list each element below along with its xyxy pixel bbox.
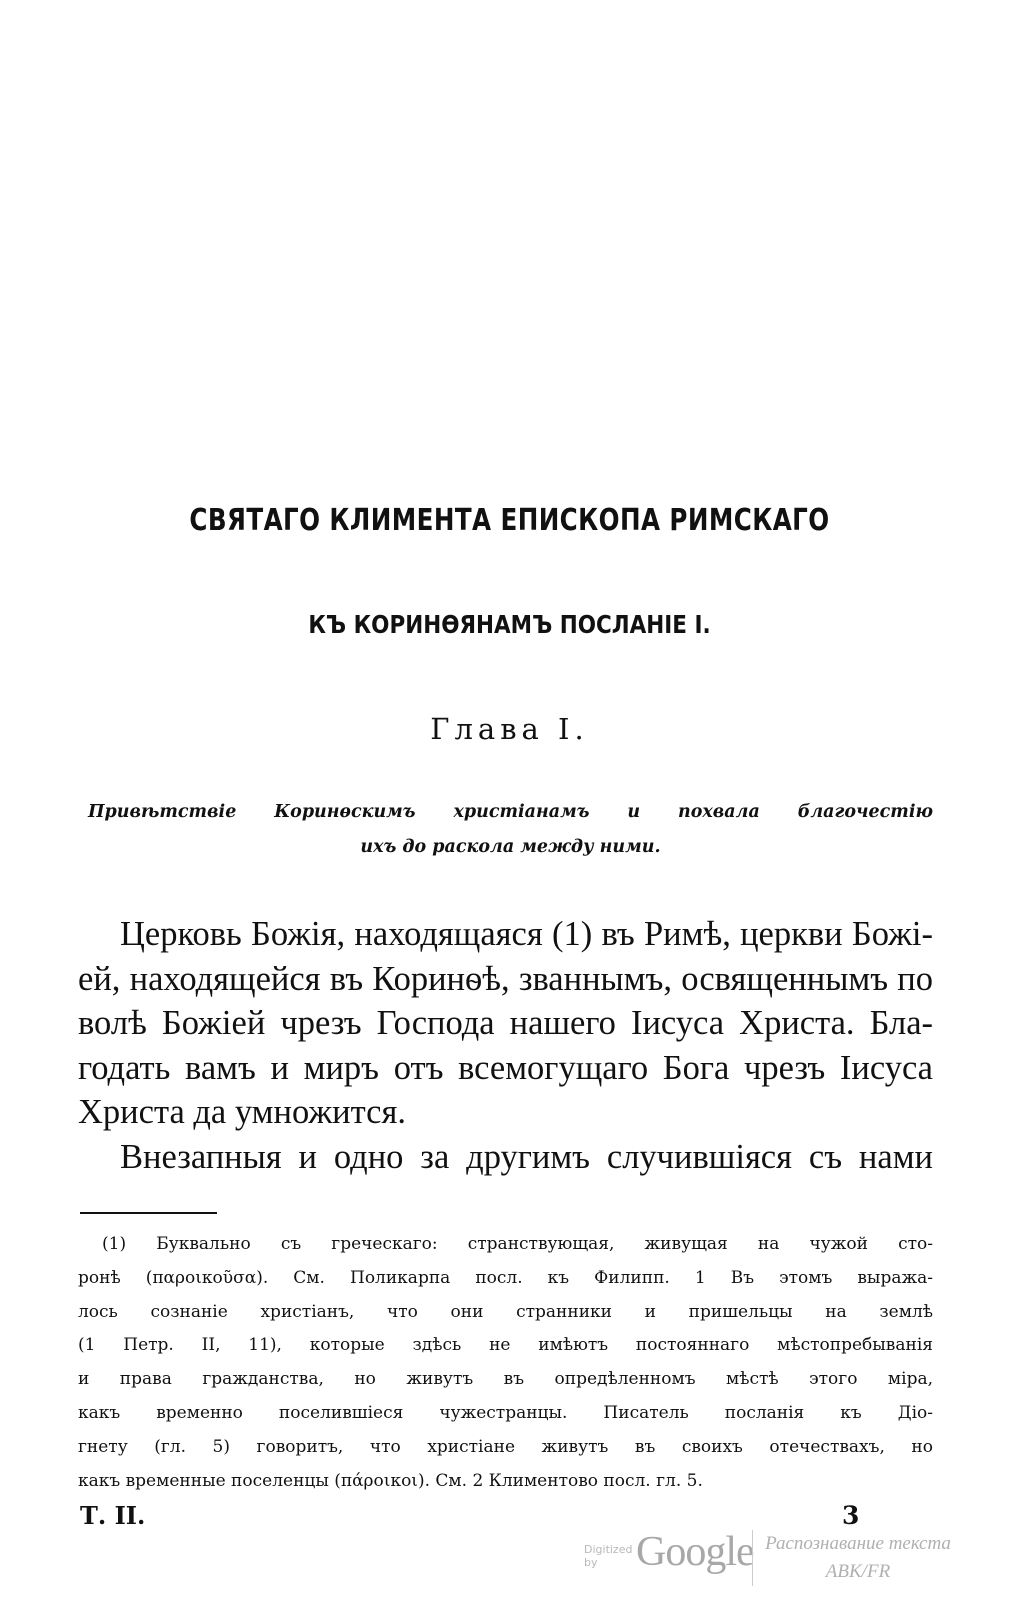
page-number: 3 — [842, 1501, 860, 1530]
chapter-heading: Глава I. — [430, 712, 589, 746]
footnote-line: гнету (гл. 5) говоритъ, что христіане живутъ въ своихъ отечествахъ, но — [78, 1436, 933, 1457]
footnote-line: лось сознаніе христіанъ, что они странники и пришельцы на землѣ — [78, 1301, 933, 1322]
footnote-line: (1 Петр. II, 11), которые здѣсь не имѣютъ постояннаго мѣстопребыванія — [78, 1335, 933, 1356]
body-line: годать вамъ и миръ отъ всемогущаго Бога чрезъ Іисуса — [78, 1048, 933, 1087]
footnote-line: (1) Буквально съ греческаго: странствующая, живущая на чужой сто- — [102, 1234, 933, 1254]
ocr-watermark-line: ABK/FR — [825, 1561, 891, 1582]
body-text — [78, 912, 933, 1179]
document-title: СВЯТАГО КЛИМЕНТА ЕПИСКОПА РИМСКАГО — [189, 503, 830, 538]
chapter-summary — [88, 795, 933, 865]
footnote — [78, 1228, 933, 1498]
body-line: Внезапныя и одно за другимъ случившіяся съ нами — [120, 1137, 933, 1176]
volume-marker: Т. II. — [80, 1501, 146, 1530]
footnote-line: и права гражданства, но живутъ въ опредѣленномъ мѣстѣ этого міра, — [78, 1369, 933, 1390]
chapter-summary-line: Привѣтствіе Коринѳскимъ христіанамъ и похвала благочестію — [88, 802, 933, 822]
footnote-line: какъ временно поселившіеся чужестранцы. Писатель посланія къ Діо- — [78, 1402, 933, 1423]
footnote-line: какъ временные поселенцы (πάροικοι). См. 2 Климентово посл. гл. 5. — [78, 1470, 703, 1491]
footnote-divider — [80, 1212, 217, 1214]
ocr-watermark-line: Распознавание текста — [765, 1533, 951, 1554]
google-watermark: Google — [636, 1529, 754, 1575]
document-subtitle: КЪ КОРИНѲЯНАМЪ ПОСЛАНІЕ I. — [308, 610, 711, 639]
body-line: ей, находящейся въ Коринѳѣ, званнымъ, освященнымъ по — [78, 959, 933, 998]
chapter-summary-line: ихъ до раскола между ними. — [360, 837, 661, 857]
ocr-watermark — [752, 1530, 963, 1586]
body-line: Христа да умножится. — [78, 1093, 406, 1131]
body-line: волѣ Божіей чрезъ Господа нашего Іисуса Христа. Бла- — [78, 1004, 933, 1042]
digitized-by-label: Digitized by — [584, 1543, 633, 1569]
body-line: Церковь Божія, находящаяся (1) въ Римѣ, церкви Божі- — [120, 915, 933, 953]
footnote-line: ронѣ (παροικοῦσα). См. Поликарпа посл. къ Филипп. 1 Въ этомъ выража- — [78, 1267, 933, 1288]
